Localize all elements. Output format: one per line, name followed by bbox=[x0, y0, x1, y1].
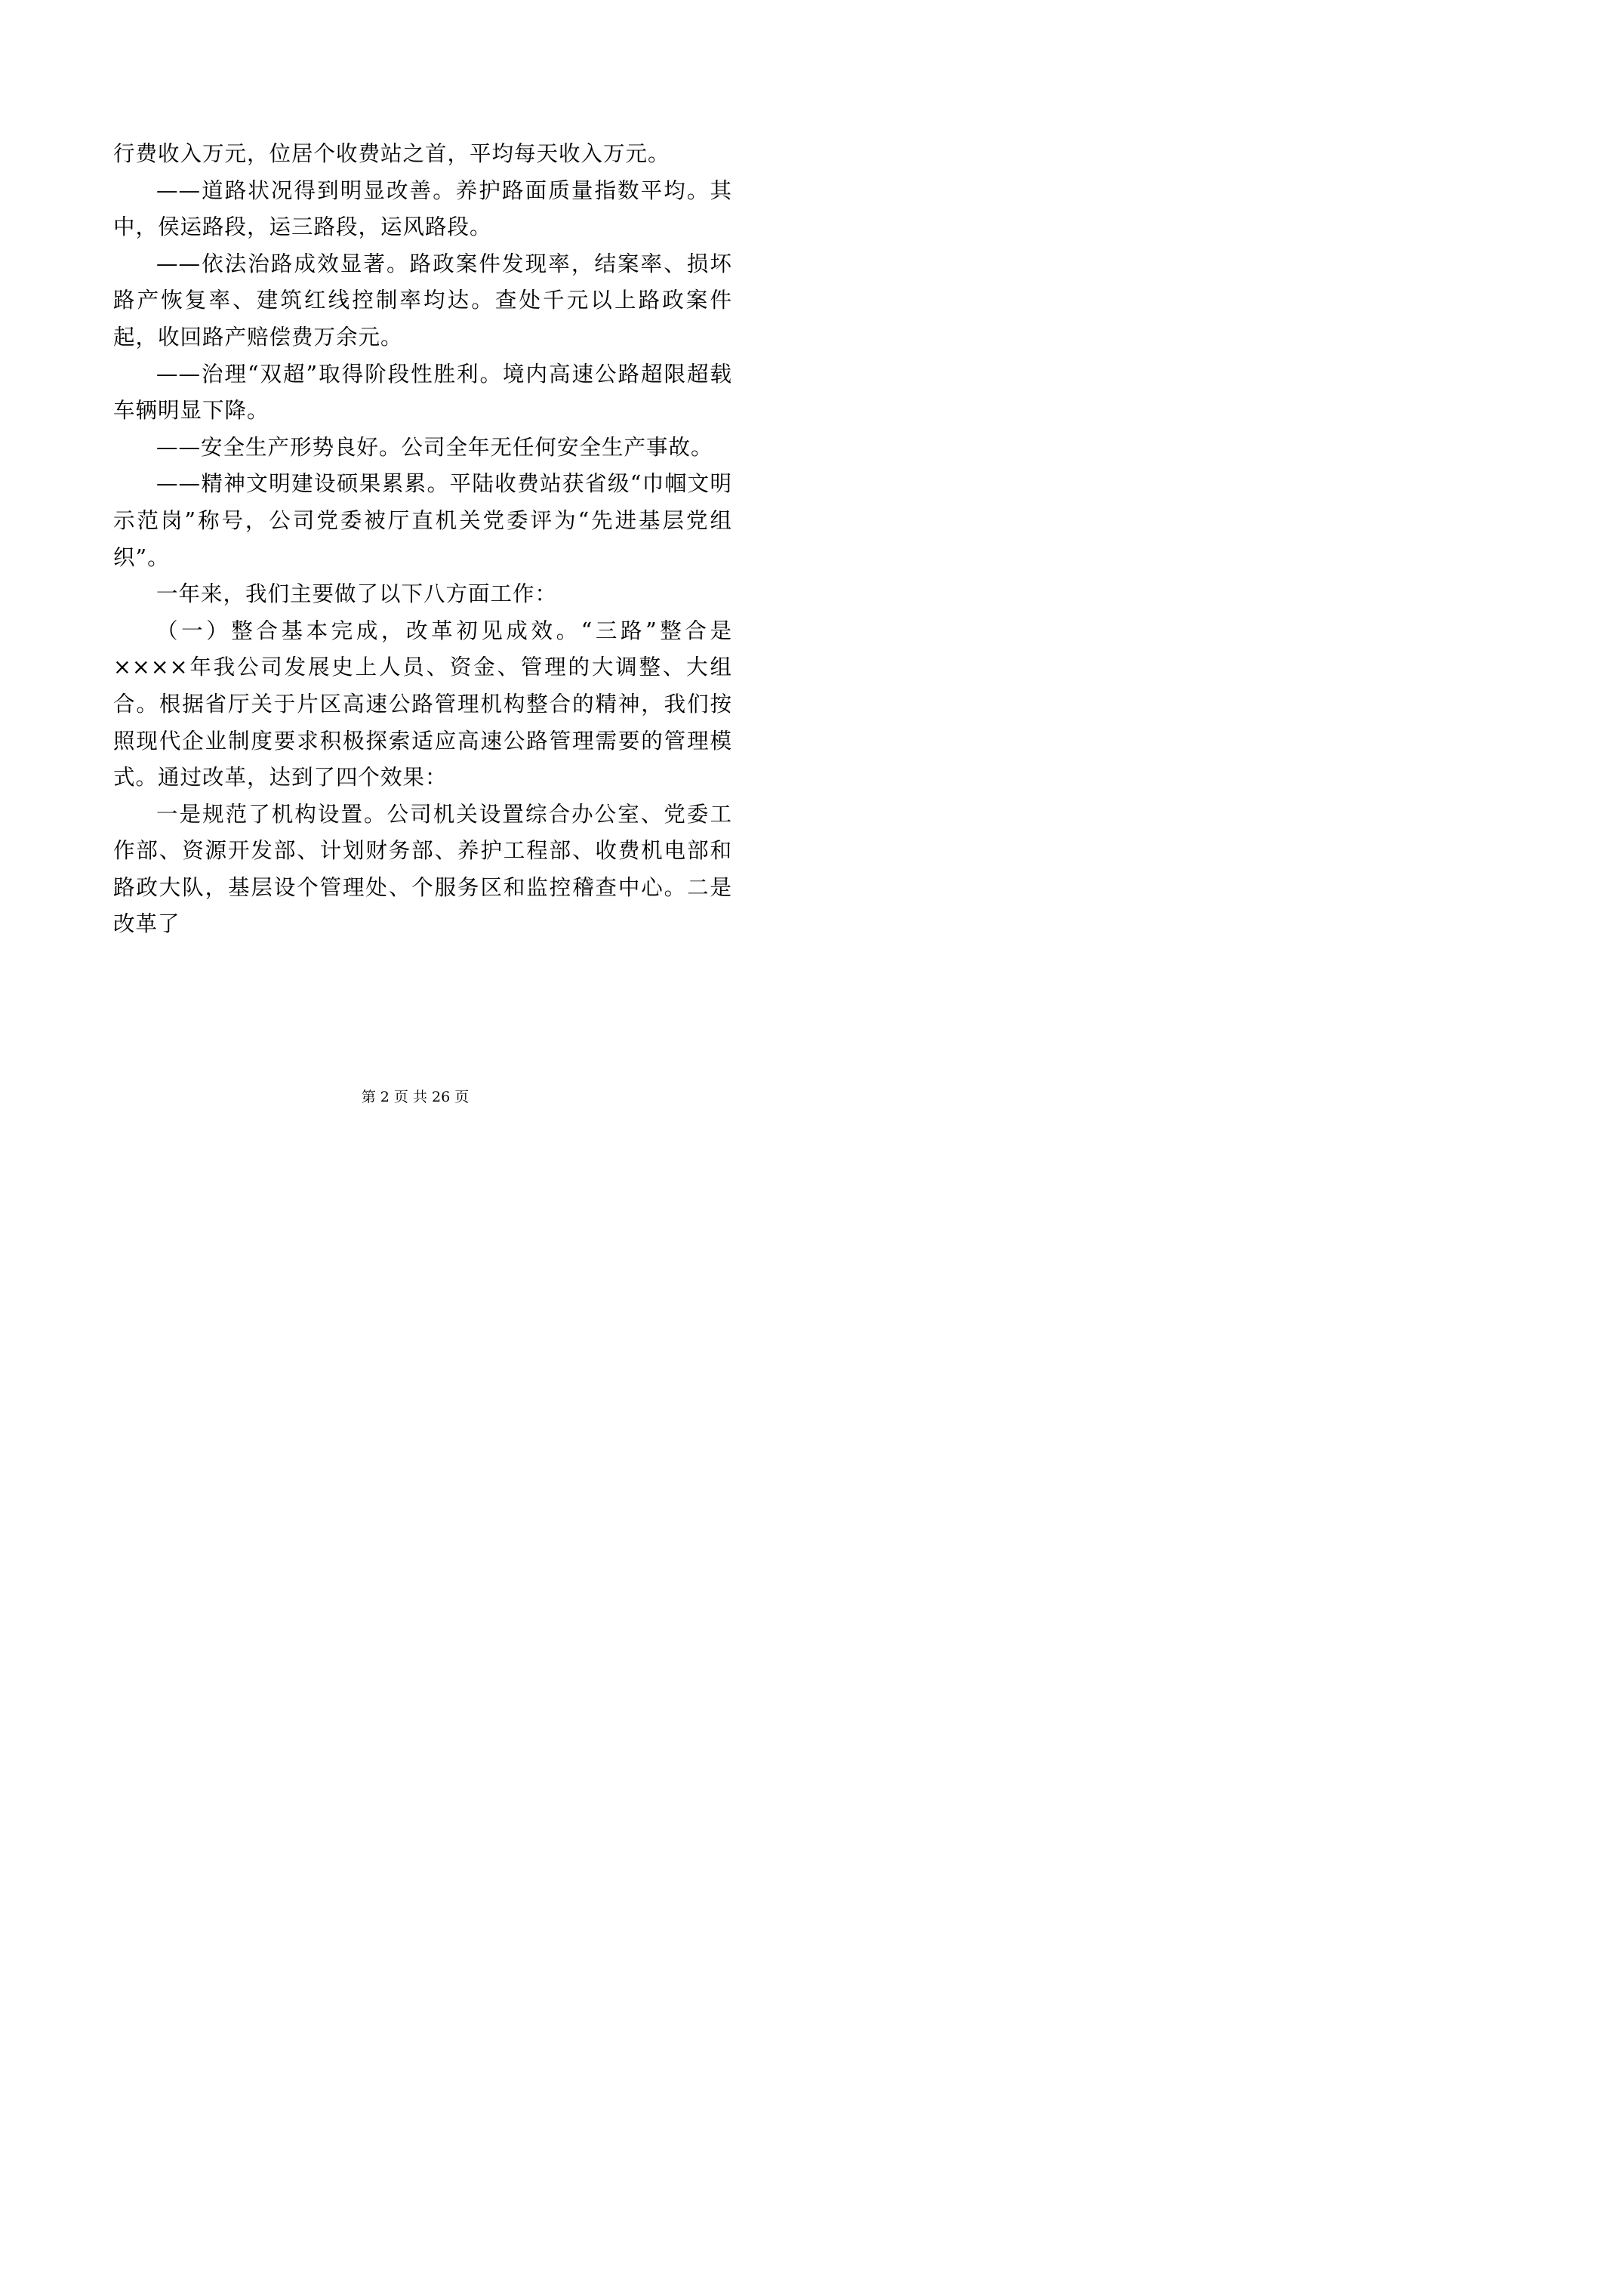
paragraph-road-condition: ——道路状况得到明显改善。养护路面质量指数平均。其中，侯运路段，运三路段，运风路段。 bbox=[113, 177, 732, 240]
paragraph-continuation: 行费收入万元，位居个收费站之首，平均每天收入万元。 bbox=[113, 141, 670, 166]
page-number-footer: 第 2 页 共 26 页 bbox=[361, 1089, 470, 1105]
paragraph-integration: （一）整合基本完成，改革初见成效。“三路”整合是××××年我公司发展史上人员、资金、管理的大调整、大组合。根据省厅关于片区高速公路管理机构整合的精神，我们按照现代企业制度要求积极探索适应高速公路管理需要的管理模式。通过改革，达到了四个效果： bbox=[113, 618, 732, 791]
paragraph-summary-intro: 一年来，我们主要做了以下八方面工作： bbox=[156, 581, 558, 607]
paragraph-safety: ——安全生产形势良好。公司全年无任何安全生产事故。 bbox=[156, 434, 713, 460]
paragraph-law-enforcement: ——依法治路成效显著。路政案件发现率，结案率、损坏路产恢复率、建筑红线控制率均达。查处千元以上路政案件起，收回路产赔偿费万余元。 bbox=[113, 251, 732, 350]
paragraph-organization: 一是规范了机构设置。公司机关设置综合办公室、党委工作部、资源开发部、计划财务部、养护工程部、收费机电部和路政大队，基层设个管理处、个服务区和监控稽查中心。二是改革了 bbox=[113, 801, 732, 937]
paragraph-overload-control: ——治理“双超”取得阶段性胜利。境内高速公路超限超载车辆明显下降。 bbox=[113, 361, 732, 424]
document-page bbox=[0, 0, 830, 1175]
paragraph-civilization: ——精神文明建设硕果累累。平陆收费站获省级“巾帼文明示范岗”称号，公司党委被厅直机关党委评为“先进基层党组织”。 bbox=[113, 471, 732, 570]
body-text bbox=[113, 136, 732, 943]
